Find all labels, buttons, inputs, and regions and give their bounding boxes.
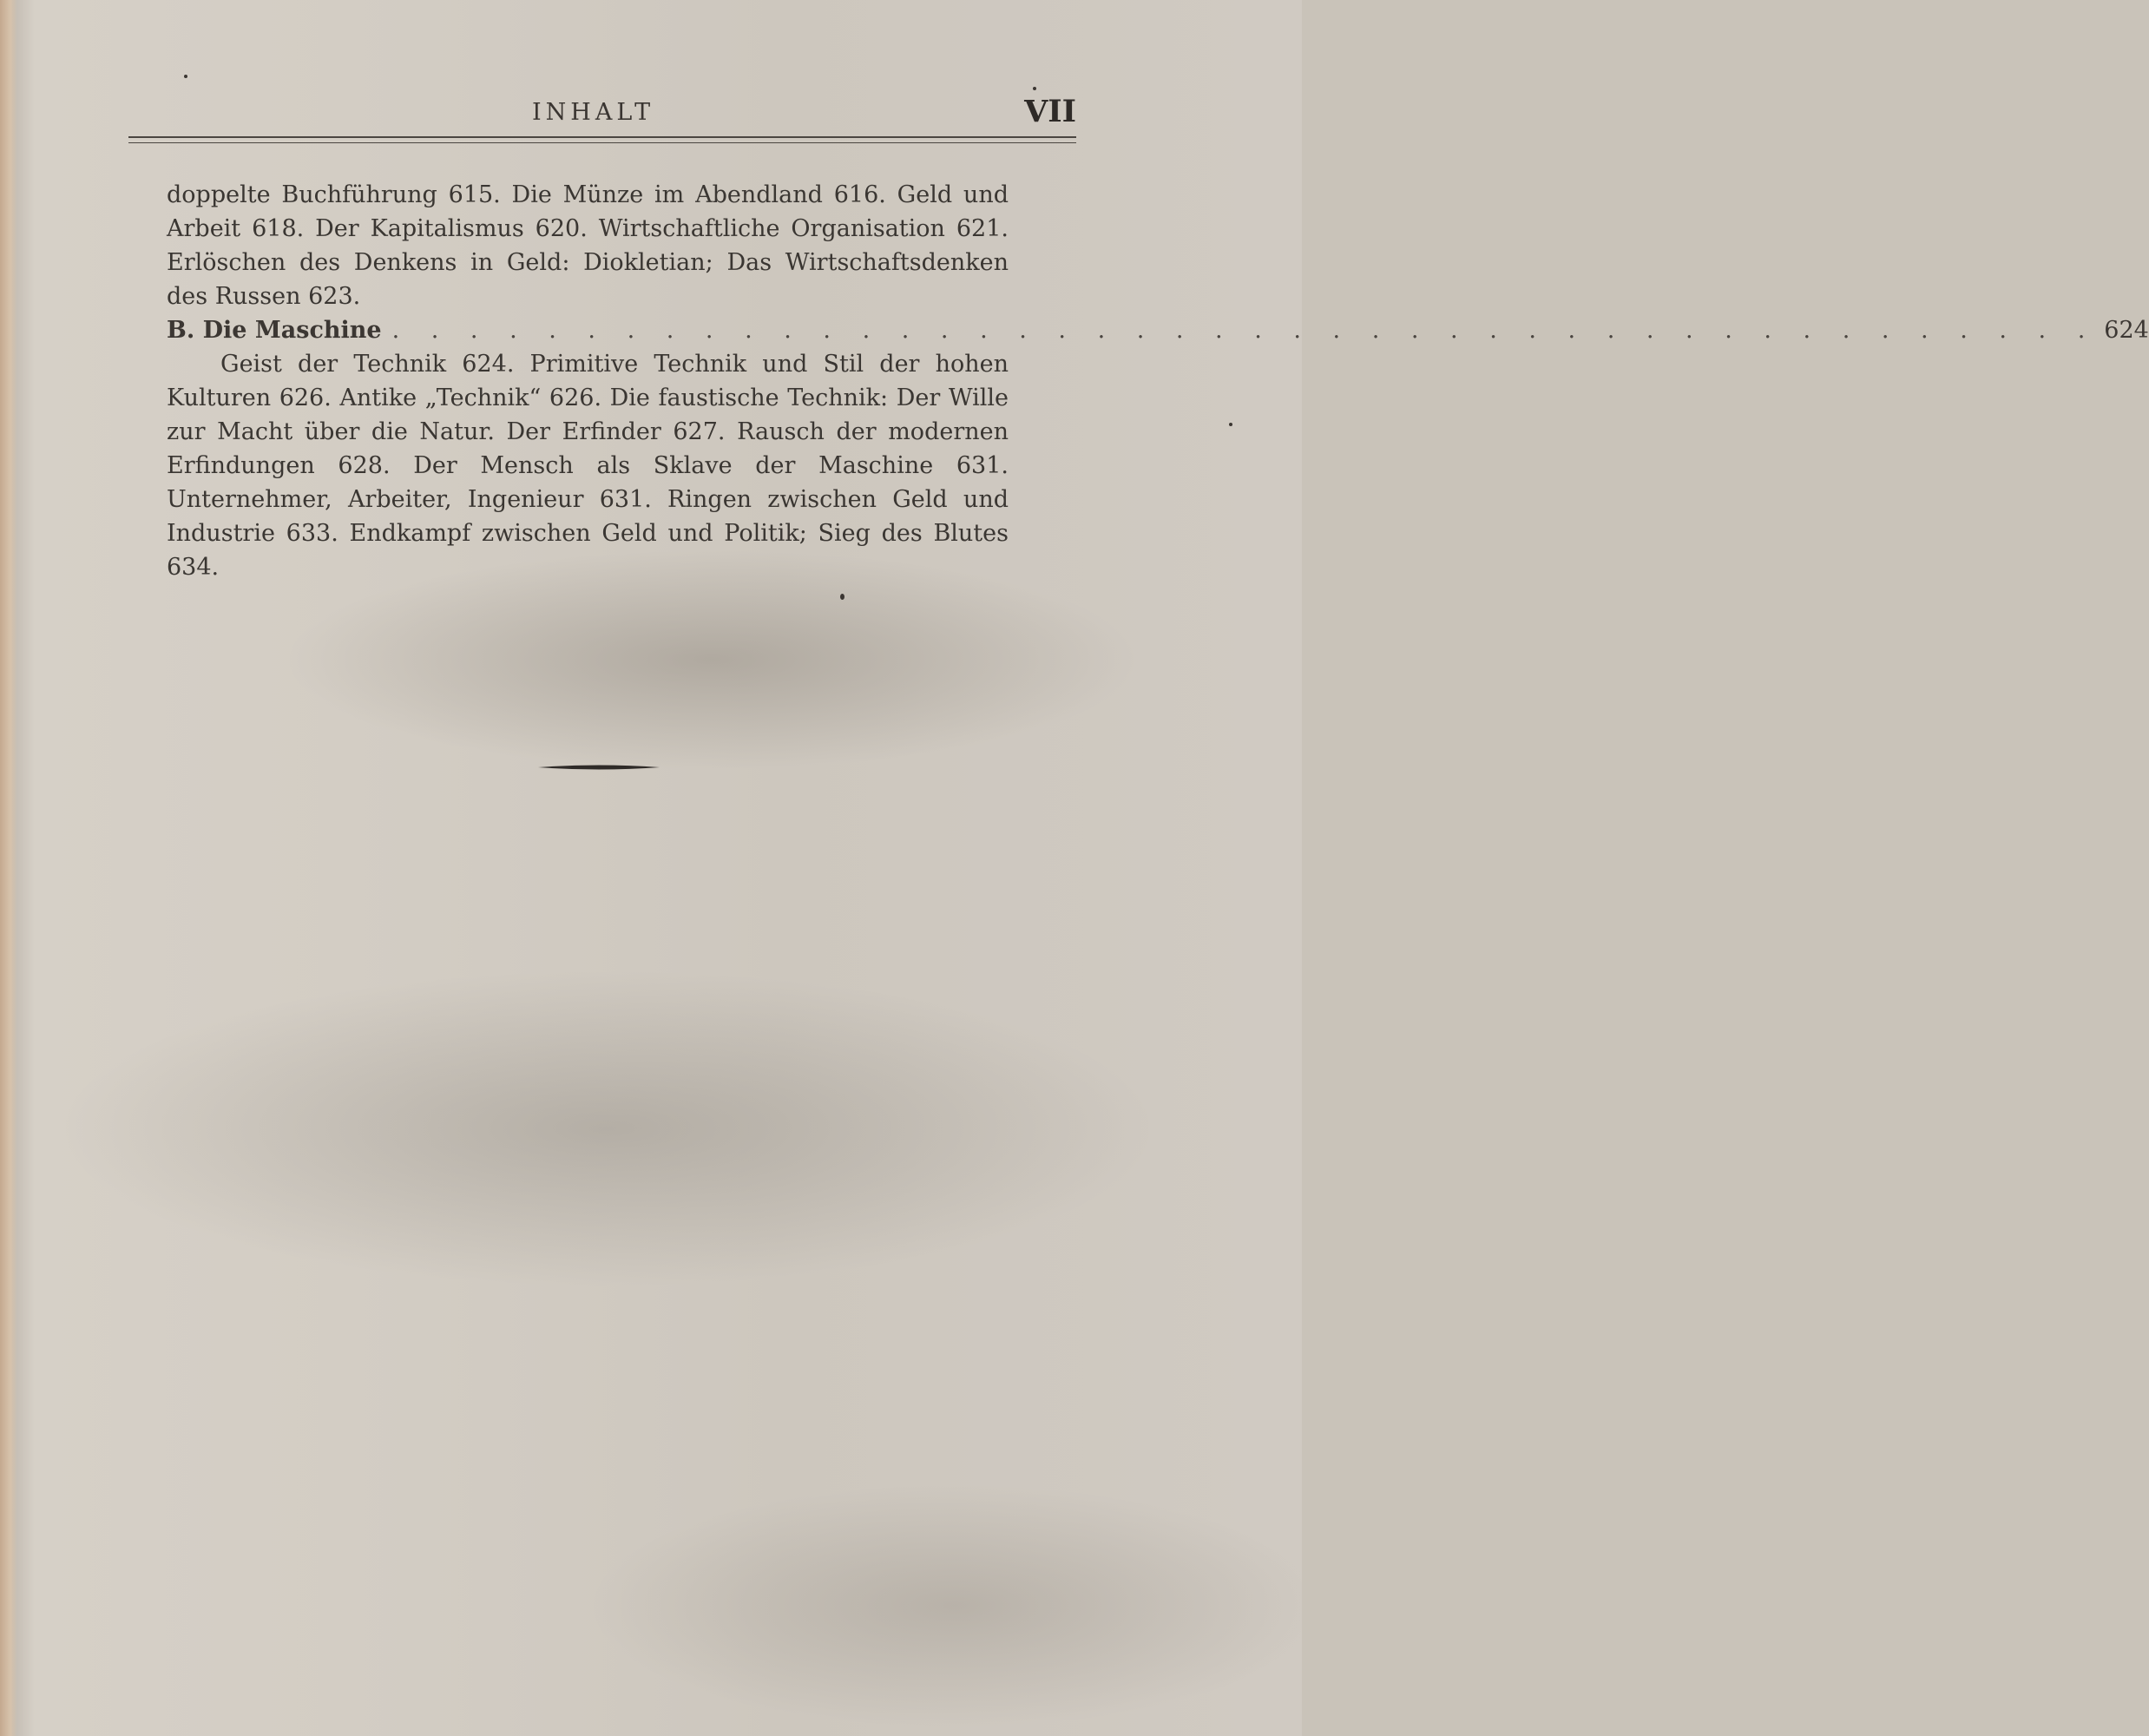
ink-speck	[184, 75, 187, 78]
page-edge-shadow	[0, 0, 17, 1736]
toc-continuation-block	[167, 178, 1009, 313]
section-page-number: 624	[2104, 317, 2149, 344]
running-header	[128, 94, 1076, 132]
ink-speck	[1229, 423, 1232, 426]
page-number: VII	[1024, 94, 1076, 129]
end-ornament	[538, 764, 660, 771]
header-rule	[128, 136, 1076, 143]
dot-leader: . . . . . . . . . . . . . . . . . . . . . . . . . . . . . . . . . . . . . . . . . . . .	[391, 317, 2098, 344]
section-summary-block	[167, 347, 1009, 584]
section-title: B. Die Maschine	[167, 317, 382, 344]
toc-continuation-text: doppelte Buchführung 615. Die Münze im Abendland 616. Geld und Arbeit 618. Der Kapitalismus 620. Wirtschaftliche Organisation 621. Erlöschen des Denkens in Geld: Diokletian; Das Wirtschaftsdenken des Russen 623.	[167, 181, 1009, 310]
ink-speck	[840, 594, 844, 600]
ink-speck	[1033, 87, 1036, 90]
toc-section-entry	[167, 313, 2149, 347]
running-title: INHALT	[532, 99, 655, 126]
section-summary-text: Geist der Technik 624. Primitive Technik und Stil der hohen Kulturen 626. Antike „Technik“ 626. Die faustische Technik: Der Wille zur Macht über die Natur. Der Erfinder 627. Rausch der modernen Erfindungen 628. Der Mensch als Sklave der Maschine 631. Unternehmer, Arbeiter, Ingenieur 631. Ringen zwischen Geld und Industrie 633. Endkampf zwischen Geld und Politik; Sieg des Blutes 634.	[167, 351, 1009, 581]
